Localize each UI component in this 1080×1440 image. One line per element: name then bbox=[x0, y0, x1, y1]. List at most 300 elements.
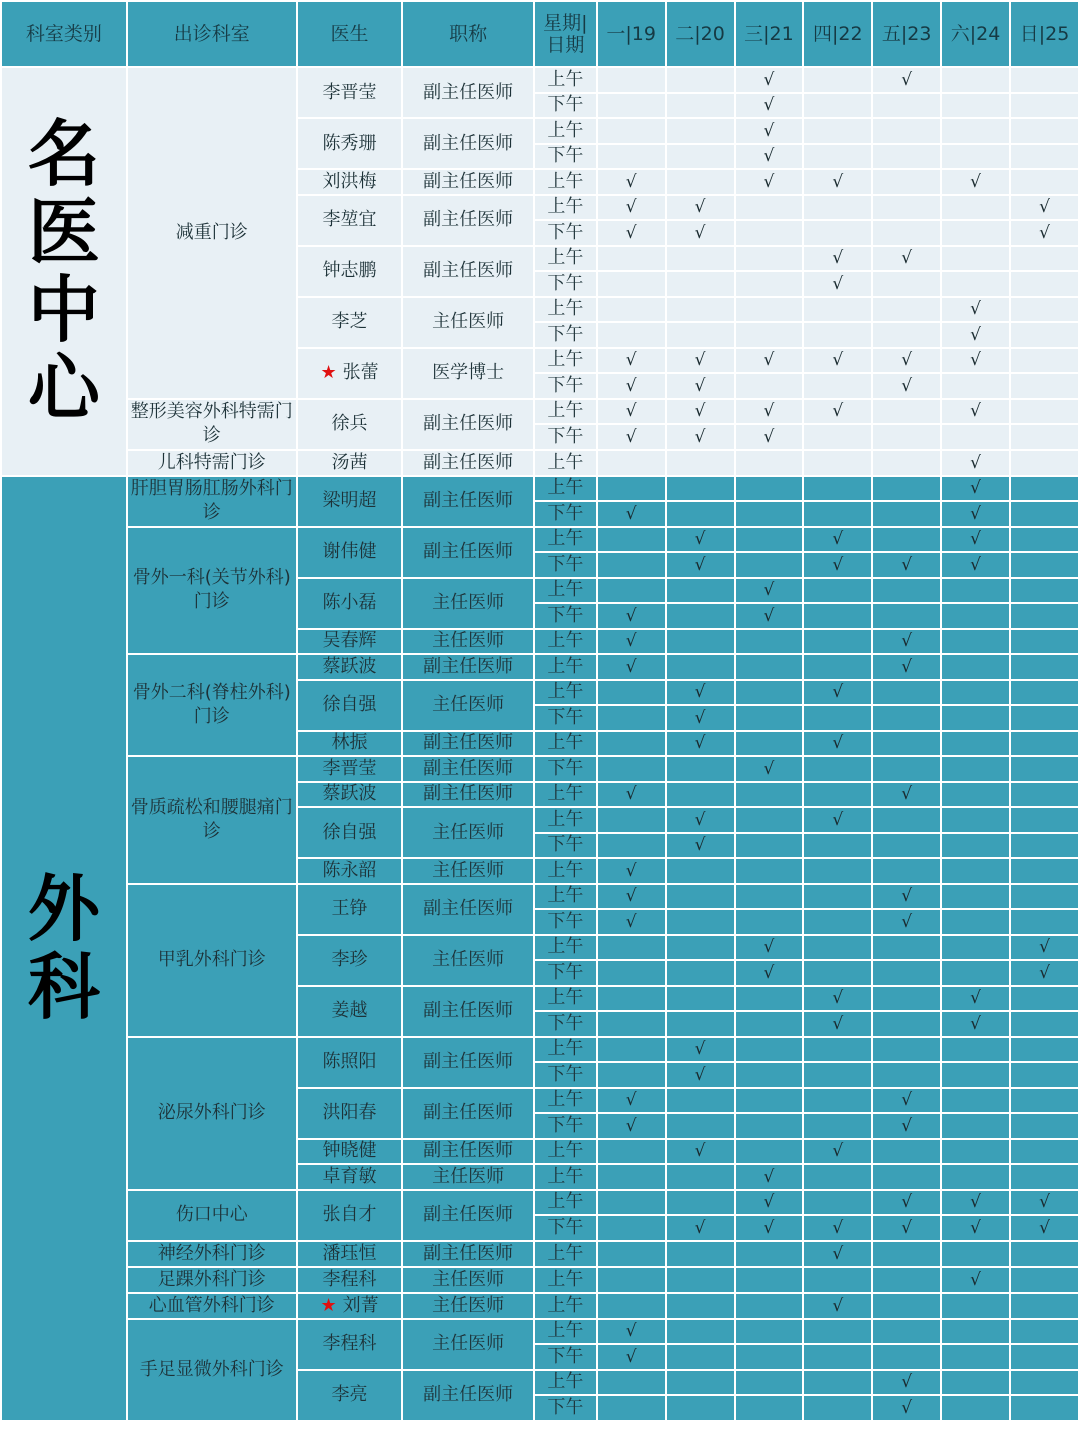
empty-cell bbox=[598, 1242, 665, 1266]
doctor-name: 潘珏恒 bbox=[322, 1242, 377, 1264]
doctor-title-cell: 主任医师 bbox=[403, 681, 533, 730]
check-mark: √ bbox=[873, 1191, 940, 1215]
check-mark: √ bbox=[804, 1012, 871, 1036]
check-mark: √ bbox=[736, 119, 803, 143]
empty-cell bbox=[804, 196, 871, 220]
empty-cell bbox=[942, 1396, 1009, 1420]
check-mark: √ bbox=[804, 1216, 871, 1240]
check-mark: √ bbox=[667, 425, 734, 449]
slot-cell: 上午 bbox=[535, 859, 596, 883]
check-mark: √ bbox=[1011, 1191, 1078, 1215]
empty-cell bbox=[736, 553, 803, 577]
doctor-name-cell bbox=[298, 630, 401, 654]
check-mark: √ bbox=[873, 1396, 940, 1420]
header-day: 六|24 bbox=[942, 2, 1009, 66]
check-mark: √ bbox=[942, 477, 1009, 501]
doctor-name-cell bbox=[298, 579, 401, 628]
department-cell: 甲乳外科门诊 bbox=[128, 885, 296, 1036]
check-mark: √ bbox=[873, 1216, 940, 1240]
empty-cell bbox=[804, 655, 871, 679]
check-mark: √ bbox=[598, 374, 665, 398]
doctor-title-cell: 主任医师 bbox=[403, 808, 533, 857]
empty-cell bbox=[804, 68, 871, 92]
empty-cell bbox=[873, 579, 940, 603]
empty-cell bbox=[804, 1345, 871, 1369]
empty-cell bbox=[598, 272, 665, 296]
check-mark: √ bbox=[598, 221, 665, 245]
doctor-name-cell bbox=[298, 1242, 401, 1266]
empty-cell bbox=[736, 834, 803, 858]
check-mark: √ bbox=[667, 553, 734, 577]
doctor-title-cell: 副主任医师 bbox=[403, 196, 533, 245]
doctor-title-cell: 医学博士 bbox=[403, 349, 533, 398]
empty-cell bbox=[942, 1140, 1009, 1164]
check-mark: √ bbox=[942, 349, 1009, 373]
check-mark: √ bbox=[873, 630, 940, 654]
header-weekday-label: 星期| bbox=[543, 12, 588, 34]
empty-cell bbox=[1011, 1345, 1078, 1369]
empty-cell bbox=[598, 68, 665, 92]
slot-cell: 上午 bbox=[535, 451, 596, 475]
check-mark: √ bbox=[804, 247, 871, 271]
doctor-name-cell bbox=[298, 936, 401, 985]
empty-cell bbox=[1011, 681, 1078, 705]
empty-cell bbox=[736, 1294, 803, 1318]
empty-cell bbox=[942, 757, 1009, 781]
empty-cell bbox=[804, 94, 871, 118]
empty-cell bbox=[804, 1371, 871, 1395]
doctor-title-cell: 副主任医师 bbox=[403, 170, 533, 194]
empty-cell bbox=[942, 1345, 1009, 1369]
schedule-row bbox=[2, 655, 1078, 679]
check-mark: √ bbox=[736, 961, 803, 985]
category-char: 科 bbox=[27, 944, 100, 1029]
slot-cell: 上午 bbox=[535, 349, 596, 373]
check-mark: √ bbox=[804, 1140, 871, 1164]
empty-cell bbox=[736, 1089, 803, 1113]
check-mark: √ bbox=[667, 808, 734, 832]
slot-cell: 上午 bbox=[535, 987, 596, 1011]
empty-cell bbox=[942, 1165, 1009, 1189]
empty-cell bbox=[804, 1114, 871, 1138]
slot-cell: 下午 bbox=[535, 374, 596, 398]
check-mark: √ bbox=[804, 732, 871, 756]
empty-cell bbox=[667, 885, 734, 909]
empty-cell bbox=[942, 732, 1009, 756]
empty-cell bbox=[736, 1396, 803, 1420]
doctor-name-cell bbox=[298, 757, 401, 781]
empty-cell bbox=[804, 374, 871, 398]
slot-cell: 上午 bbox=[535, 477, 596, 501]
empty-cell bbox=[873, 1063, 940, 1087]
slot-cell: 下午 bbox=[535, 1216, 596, 1240]
empty-cell bbox=[942, 196, 1009, 220]
doctor-title-cell: 副主任医师 bbox=[403, 1140, 533, 1164]
header-day: 日|25 bbox=[1011, 2, 1078, 66]
schedule-body bbox=[2, 68, 1078, 1420]
check-mark: √ bbox=[736, 68, 803, 92]
empty-cell bbox=[667, 910, 734, 934]
slot-cell: 下午 bbox=[535, 706, 596, 730]
schedule-row bbox=[2, 400, 1078, 424]
empty-cell bbox=[598, 987, 665, 1011]
empty-cell bbox=[667, 1089, 734, 1113]
empty-cell bbox=[1011, 272, 1078, 296]
empty-cell bbox=[667, 1345, 734, 1369]
doctor-title-cell: 副主任医师 bbox=[403, 119, 533, 168]
department-cell: 儿科特需门诊 bbox=[128, 451, 296, 475]
check-mark: √ bbox=[598, 502, 665, 526]
empty-cell bbox=[598, 247, 665, 271]
category-cell bbox=[2, 477, 126, 1420]
doctor-title-cell: 副主任医师 bbox=[403, 1038, 533, 1087]
check-mark: √ bbox=[804, 808, 871, 832]
doctor-title-cell: 副主任医师 bbox=[403, 1191, 533, 1240]
doctor-name-cell bbox=[298, 451, 401, 475]
empty-cell bbox=[736, 1114, 803, 1138]
check-mark: √ bbox=[873, 553, 940, 577]
slot-cell: 上午 bbox=[535, 1140, 596, 1164]
check-mark: √ bbox=[942, 170, 1009, 194]
empty-cell bbox=[667, 170, 734, 194]
check-mark: √ bbox=[736, 1191, 803, 1215]
empty-cell bbox=[804, 1165, 871, 1189]
check-mark: √ bbox=[667, 1038, 734, 1062]
empty-cell bbox=[1011, 885, 1078, 909]
doctor-title-cell: 主任医师 bbox=[403, 1268, 533, 1292]
doctor-name-cell bbox=[298, 528, 401, 577]
empty-cell bbox=[873, 145, 940, 169]
empty-cell bbox=[1011, 94, 1078, 118]
slot-cell: 上午 bbox=[535, 1294, 596, 1318]
empty-cell bbox=[1011, 1140, 1078, 1164]
doctor-title-cell: 副主任医师 bbox=[403, 987, 533, 1036]
empty-cell bbox=[598, 1165, 665, 1189]
empty-cell bbox=[667, 987, 734, 1011]
empty-cell bbox=[942, 655, 1009, 679]
empty-cell bbox=[1011, 400, 1078, 424]
check-mark: √ bbox=[736, 1165, 803, 1189]
empty-cell bbox=[873, 298, 940, 322]
empty-cell bbox=[873, 170, 940, 194]
schedule-row bbox=[2, 757, 1078, 781]
empty-cell bbox=[1011, 502, 1078, 526]
doctor-title-cell: 副主任医师 bbox=[403, 68, 533, 117]
check-mark: √ bbox=[804, 1242, 871, 1266]
empty-cell bbox=[804, 1320, 871, 1344]
doctor-name-cell bbox=[298, 1089, 401, 1138]
empty-cell bbox=[942, 783, 1009, 807]
empty-cell bbox=[942, 681, 1009, 705]
check-mark: √ bbox=[1011, 936, 1078, 960]
check-mark: √ bbox=[1011, 961, 1078, 985]
header-department: 出诊科室 bbox=[128, 2, 296, 66]
empty-cell bbox=[736, 196, 803, 220]
doctor-name-cell bbox=[298, 170, 401, 194]
empty-cell bbox=[804, 1063, 871, 1087]
category-char: 名 bbox=[27, 111, 100, 197]
empty-cell bbox=[804, 1268, 871, 1292]
empty-cell bbox=[667, 1012, 734, 1036]
empty-cell bbox=[736, 681, 803, 705]
check-mark: √ bbox=[598, 655, 665, 679]
doctor-name: 卓育敏 bbox=[322, 1165, 377, 1187]
check-mark: √ bbox=[736, 94, 803, 118]
doctor-name: 林振 bbox=[331, 732, 368, 754]
check-mark: √ bbox=[667, 221, 734, 245]
empty-cell bbox=[942, 1114, 1009, 1138]
empty-cell bbox=[736, 1038, 803, 1062]
slot-cell: 下午 bbox=[535, 1063, 596, 1087]
empty-cell bbox=[1011, 783, 1078, 807]
check-mark: √ bbox=[873, 349, 940, 373]
empty-cell bbox=[598, 1038, 665, 1062]
empty-cell bbox=[873, 272, 940, 296]
empty-cell bbox=[804, 451, 871, 475]
empty-cell bbox=[1011, 1038, 1078, 1062]
star-icon: ★ bbox=[320, 1294, 337, 1316]
empty-cell bbox=[736, 630, 803, 654]
check-mark: √ bbox=[667, 1063, 734, 1087]
empty-cell bbox=[1011, 808, 1078, 832]
doctor-name: 张蕾 bbox=[342, 362, 379, 383]
slot-cell: 上午 bbox=[535, 783, 596, 807]
empty-cell bbox=[942, 374, 1009, 398]
empty-cell bbox=[667, 119, 734, 143]
empty-cell bbox=[873, 528, 940, 552]
check-mark: √ bbox=[942, 400, 1009, 424]
empty-cell bbox=[667, 323, 734, 347]
doctor-name-cell bbox=[298, 196, 401, 245]
check-mark: √ bbox=[942, 1216, 1009, 1240]
slot-cell: 下午 bbox=[535, 604, 596, 628]
doctor-name-cell bbox=[298, 1191, 401, 1240]
empty-cell bbox=[667, 247, 734, 271]
empty-cell bbox=[804, 323, 871, 347]
empty-cell bbox=[598, 94, 665, 118]
empty-cell bbox=[942, 604, 1009, 628]
doctor-name: 李晋莹 bbox=[322, 81, 377, 103]
doctor-name-cell bbox=[298, 119, 401, 168]
header-day: 二|20 bbox=[667, 2, 734, 66]
empty-cell bbox=[667, 783, 734, 807]
check-mark: √ bbox=[736, 579, 803, 603]
empty-cell bbox=[942, 1063, 1009, 1087]
department-cell: 骨外一科(关节外科)门诊 bbox=[128, 528, 296, 654]
empty-cell bbox=[873, 961, 940, 985]
department-cell: 心血管外科门诊 bbox=[128, 1294, 296, 1318]
empty-cell bbox=[598, 1191, 665, 1215]
header-row bbox=[2, 2, 1078, 66]
empty-cell bbox=[598, 323, 665, 347]
check-mark: √ bbox=[598, 170, 665, 194]
empty-cell bbox=[736, 298, 803, 322]
empty-cell bbox=[942, 1320, 1009, 1344]
empty-cell bbox=[736, 528, 803, 552]
check-mark: √ bbox=[598, 859, 665, 883]
empty-cell bbox=[598, 528, 665, 552]
empty-cell bbox=[598, 1012, 665, 1036]
department-cell: 骨质疏松和腰腿痛门诊 bbox=[128, 757, 296, 883]
doctor-title-cell: 主任医师 bbox=[403, 579, 533, 628]
empty-cell bbox=[667, 1320, 734, 1344]
department-cell: 足踝外科门诊 bbox=[128, 1268, 296, 1292]
empty-cell bbox=[736, 1063, 803, 1087]
doctor-name-cell bbox=[298, 1320, 401, 1369]
empty-cell bbox=[736, 1242, 803, 1266]
empty-cell bbox=[1011, 528, 1078, 552]
empty-cell bbox=[942, 221, 1009, 245]
doctor-name-cell bbox=[298, 247, 401, 296]
schedule-row bbox=[2, 1320, 1078, 1344]
empty-cell bbox=[667, 1294, 734, 1318]
check-mark: √ bbox=[942, 502, 1009, 526]
empty-cell bbox=[667, 1371, 734, 1395]
schedule-row bbox=[2, 68, 1078, 92]
check-mark: √ bbox=[667, 196, 734, 220]
empty-cell bbox=[1011, 145, 1078, 169]
empty-cell bbox=[736, 272, 803, 296]
empty-cell bbox=[736, 859, 803, 883]
empty-cell bbox=[873, 502, 940, 526]
empty-cell bbox=[942, 1371, 1009, 1395]
header-day: 一|19 bbox=[598, 2, 665, 66]
doctor-name: 李亮 bbox=[331, 1384, 368, 1405]
slot-cell: 上午 bbox=[535, 528, 596, 552]
empty-cell bbox=[873, 94, 940, 118]
check-mark: √ bbox=[942, 987, 1009, 1011]
empty-cell bbox=[1011, 987, 1078, 1011]
doctor-name-cell bbox=[298, 1371, 401, 1420]
empty-cell bbox=[804, 757, 871, 781]
empty-cell bbox=[598, 1063, 665, 1087]
category-char: 医 bbox=[27, 189, 100, 275]
slot-cell: 下午 bbox=[535, 502, 596, 526]
header-day: 五|23 bbox=[873, 2, 940, 66]
empty-cell bbox=[1011, 170, 1078, 194]
empty-cell bbox=[804, 119, 871, 143]
empty-cell bbox=[1011, 1165, 1078, 1189]
empty-cell bbox=[873, 1345, 940, 1369]
slot-cell: 下午 bbox=[535, 757, 596, 781]
schedule-row bbox=[2, 1038, 1078, 1062]
empty-cell bbox=[1011, 298, 1078, 322]
empty-cell bbox=[1011, 1114, 1078, 1138]
slot-cell: 上午 bbox=[535, 936, 596, 960]
check-mark: √ bbox=[598, 604, 665, 628]
doctor-title-cell: 副主任医师 bbox=[403, 1242, 533, 1266]
doctor-name: 徐自强 bbox=[322, 694, 377, 715]
slot-cell: 上午 bbox=[535, 68, 596, 92]
empty-cell bbox=[598, 961, 665, 985]
empty-cell bbox=[1011, 323, 1078, 347]
check-mark: √ bbox=[598, 910, 665, 934]
empty-cell bbox=[942, 834, 1009, 858]
check-mark: √ bbox=[873, 1089, 940, 1113]
empty-cell bbox=[942, 859, 1009, 883]
empty-cell bbox=[736, 1345, 803, 1369]
empty-cell bbox=[736, 374, 803, 398]
doctor-name-cell bbox=[298, 400, 401, 449]
empty-cell bbox=[1011, 604, 1078, 628]
doctor-title-cell: 主任医师 bbox=[403, 936, 533, 985]
check-mark: √ bbox=[942, 1012, 1009, 1036]
empty-cell bbox=[667, 604, 734, 628]
slot-cell: 上午 bbox=[535, 170, 596, 194]
schedule-row bbox=[2, 477, 1078, 501]
doctor-name: 陈照阳 bbox=[322, 1051, 377, 1072]
empty-cell bbox=[873, 1268, 940, 1292]
slot-cell: 上午 bbox=[535, 400, 596, 424]
empty-cell bbox=[667, 298, 734, 322]
empty-cell bbox=[873, 1242, 940, 1266]
check-mark: √ bbox=[736, 757, 803, 781]
empty-cell bbox=[804, 604, 871, 628]
doctor-name-cell bbox=[298, 808, 401, 857]
empty-cell bbox=[598, 936, 665, 960]
empty-cell bbox=[804, 1089, 871, 1113]
slot-cell: 下午 bbox=[535, 1114, 596, 1138]
check-mark: √ bbox=[598, 196, 665, 220]
empty-cell bbox=[873, 859, 940, 883]
doctor-name-cell bbox=[298, 885, 401, 934]
check-mark: √ bbox=[667, 1216, 734, 1240]
check-mark: √ bbox=[942, 553, 1009, 577]
department-cell: 骨外二科(脊柱外科)门诊 bbox=[128, 655, 296, 755]
empty-cell bbox=[598, 681, 665, 705]
empty-cell bbox=[667, 1114, 734, 1138]
department-cell: 肝胆胃肠肛肠外科门诊 bbox=[128, 477, 296, 526]
doctor-name-cell bbox=[298, 681, 401, 730]
category-char: 外 bbox=[27, 866, 100, 951]
empty-cell bbox=[942, 247, 1009, 271]
doctor-name: 钟志鹏 bbox=[322, 260, 377, 281]
check-mark: √ bbox=[873, 68, 940, 92]
doctor-title-cell: 副主任医师 bbox=[403, 451, 533, 475]
empty-cell bbox=[873, 757, 940, 781]
empty-cell bbox=[804, 885, 871, 909]
empty-cell bbox=[1011, 553, 1078, 577]
doctor-title-cell: 主任医师 bbox=[403, 1294, 533, 1318]
doctor-name: 李芝 bbox=[331, 311, 368, 332]
empty-cell bbox=[1011, 119, 1078, 143]
empty-cell bbox=[598, 1268, 665, 1292]
check-mark: √ bbox=[667, 349, 734, 373]
slot-cell: 上午 bbox=[535, 655, 596, 679]
empty-cell bbox=[942, 68, 1009, 92]
empty-cell bbox=[598, 706, 665, 730]
schedule-row bbox=[2, 885, 1078, 909]
empty-cell bbox=[804, 1038, 871, 1062]
slot-cell: 上午 bbox=[535, 1165, 596, 1189]
slot-cell: 上午 bbox=[535, 1320, 596, 1344]
empty-cell bbox=[736, 1320, 803, 1344]
empty-cell bbox=[598, 1294, 665, 1318]
empty-cell bbox=[873, 323, 940, 347]
empty-cell bbox=[667, 579, 734, 603]
empty-cell bbox=[942, 961, 1009, 985]
check-mark: √ bbox=[598, 783, 665, 807]
empty-cell bbox=[873, 1012, 940, 1036]
empty-cell bbox=[942, 630, 1009, 654]
slot-cell: 上午 bbox=[535, 681, 596, 705]
doctor-title-cell: 副主任医师 bbox=[403, 732, 533, 756]
slot-cell: 上午 bbox=[535, 247, 596, 271]
slot-cell: 上午 bbox=[535, 808, 596, 832]
check-mark: √ bbox=[736, 1216, 803, 1240]
empty-cell bbox=[598, 119, 665, 143]
doctor-name-cell bbox=[298, 732, 401, 756]
